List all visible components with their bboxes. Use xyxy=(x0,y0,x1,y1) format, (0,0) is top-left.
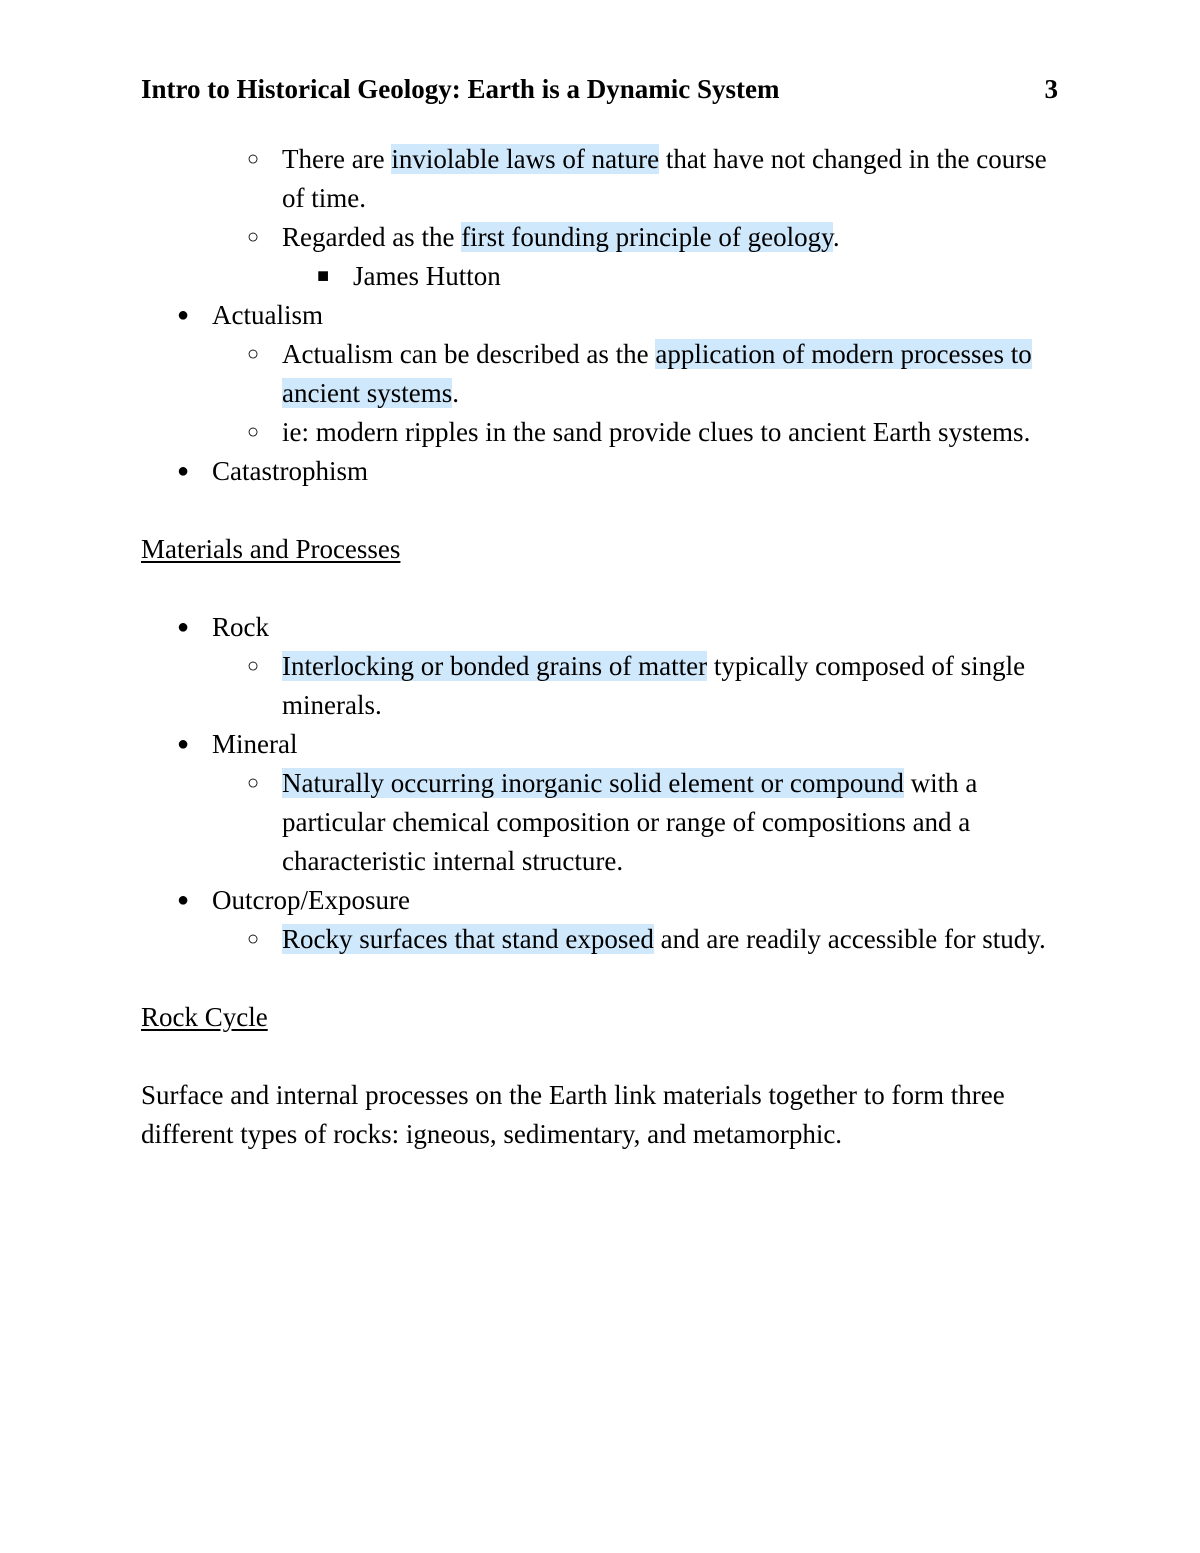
spacer xyxy=(141,959,1058,998)
list-item-actualism: ● Actualism xyxy=(141,296,1058,335)
highlight-first-principle: first founding principle of geology xyxy=(461,222,833,252)
filled-bullet-icon: ● xyxy=(177,460,190,482)
spacer xyxy=(141,491,1058,530)
highlight-inviolable-laws: inviolable laws of nature xyxy=(391,144,660,174)
filled-bullet-icon: ● xyxy=(177,733,190,755)
highlight-modern-processes: application of modern processes to ancient systems xyxy=(282,339,1032,408)
list-item-mineral-definition: ○ Naturally occurring inorganic solid element or compound with a particular chemical composition or range of compositions and a characteristic internal structure. xyxy=(141,764,1058,881)
list-item-outcrop-definition: ○ Rocky surfaces that stand exposed and are readily accessible for study. xyxy=(141,920,1058,959)
list-item-actualism-description: ○ Actualism can be described as the application of modern processes to ancient systems. xyxy=(141,335,1058,413)
highlight-outcrop-definition: Rocky surfaces that stand exposed xyxy=(282,924,654,954)
document-body xyxy=(141,140,1058,1154)
document-title: Intro to Historical Geology: Earth is a Dynamic System xyxy=(141,74,780,104)
highlight-mineral-definition: Naturally occurring inorganic solid element or compound xyxy=(282,768,904,798)
list-item-first-principle: ○ Regarded as the first founding principle of geology. xyxy=(141,218,1058,257)
list-item-catastrophism: ● Catastrophism xyxy=(141,452,1058,491)
list-item-outcrop: ● Outcrop/Exposure xyxy=(141,881,1058,920)
filled-bullet-icon: ● xyxy=(177,616,190,638)
list-item-inviolable-laws: ○ There are inviolable laws of nature that have not changed in the course of time. xyxy=(141,140,1058,218)
section-heading-materials: Materials and Processes xyxy=(141,534,401,564)
spacer xyxy=(141,1037,1058,1076)
circle-bullet-icon: ○ xyxy=(247,421,260,443)
list-item-rock-definition: ○ Interlocking or bonded grains of matter typically composed of single minerals. xyxy=(141,647,1058,725)
circle-bullet-icon: ○ xyxy=(247,655,260,677)
list-item-actualism-example: ○ ie: modern ripples in the sand provide clues to ancient Earth systems. xyxy=(141,413,1058,452)
filled-bullet-icon: ● xyxy=(177,889,190,911)
list-item-mineral: ● Mineral xyxy=(141,725,1058,764)
list-item-james-hutton: ■ James Hutton xyxy=(141,257,1058,296)
circle-bullet-icon: ○ xyxy=(247,148,260,170)
highlight-rock-definition: Interlocking or bonded grains of matter xyxy=(282,651,708,681)
section-heading-rock-cycle: Rock Cycle xyxy=(141,1002,268,1032)
rock-cycle-paragraph: Surface and internal processes on the Earth link materials together to form three different types of rocks: igneous, sedimentary, and metamorphic. xyxy=(141,1080,1005,1149)
circle-bullet-icon: ○ xyxy=(247,226,260,248)
circle-bullet-icon: ○ xyxy=(247,343,260,365)
list-item-rock: ● Rock xyxy=(141,608,1058,647)
circle-bullet-icon: ○ xyxy=(247,772,260,794)
spacer xyxy=(141,569,1058,608)
page-number: 3 xyxy=(1044,74,1058,104)
page-header xyxy=(141,70,1058,108)
circle-bullet-icon: ○ xyxy=(247,928,260,950)
square-bullet-icon: ■ xyxy=(317,265,330,287)
filled-bullet-icon: ● xyxy=(177,304,190,326)
